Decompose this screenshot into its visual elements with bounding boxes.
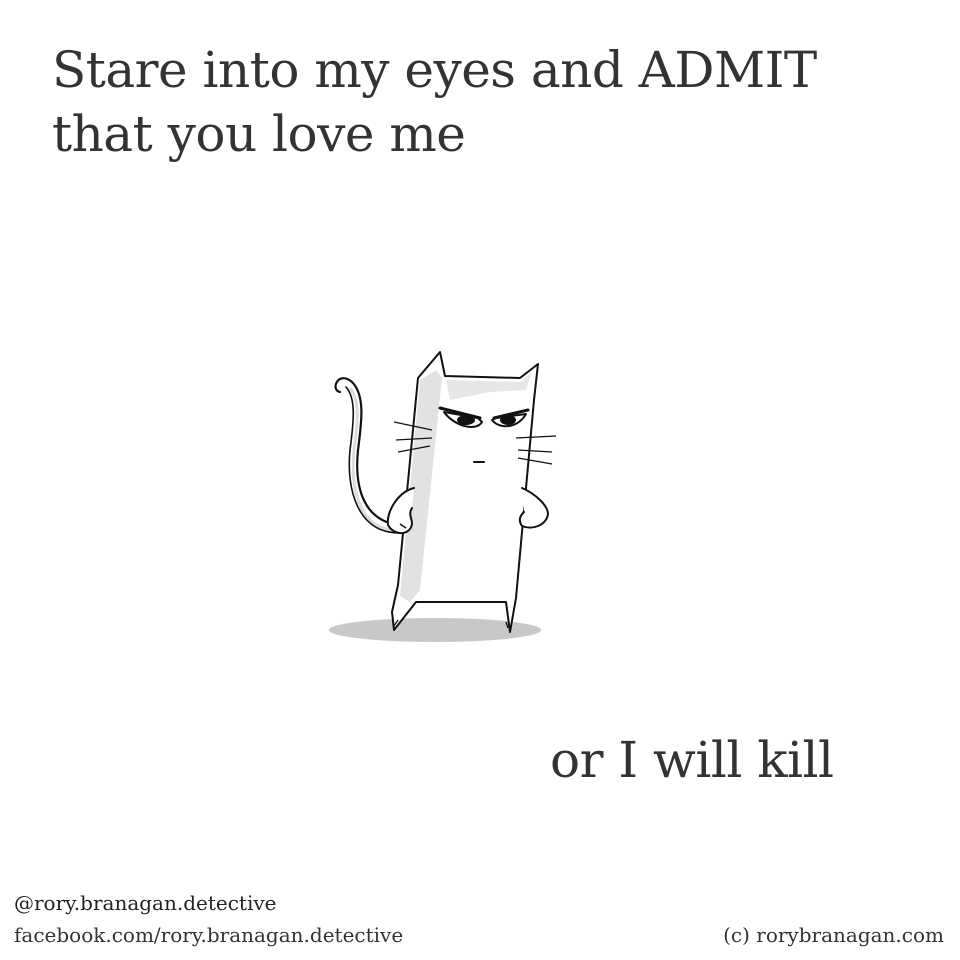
cat-left-arm [388,488,414,533]
cat-tail [336,378,398,525]
cat-illustration [320,340,560,650]
headline [52,38,912,166]
headline-line-1: Stare into my eyes and ADMIT [52,41,817,99]
punchline: or I will kill [550,731,834,789]
copyright-notice: (c) rorybranagan.com [723,923,944,947]
facebook-link: facebook.com/rory.branagan.detective [14,923,404,947]
cat-right-arm [520,488,548,528]
headline-line-2: that you love me [52,105,466,163]
instagram-handle: @rory.branagan.detective [14,891,277,915]
